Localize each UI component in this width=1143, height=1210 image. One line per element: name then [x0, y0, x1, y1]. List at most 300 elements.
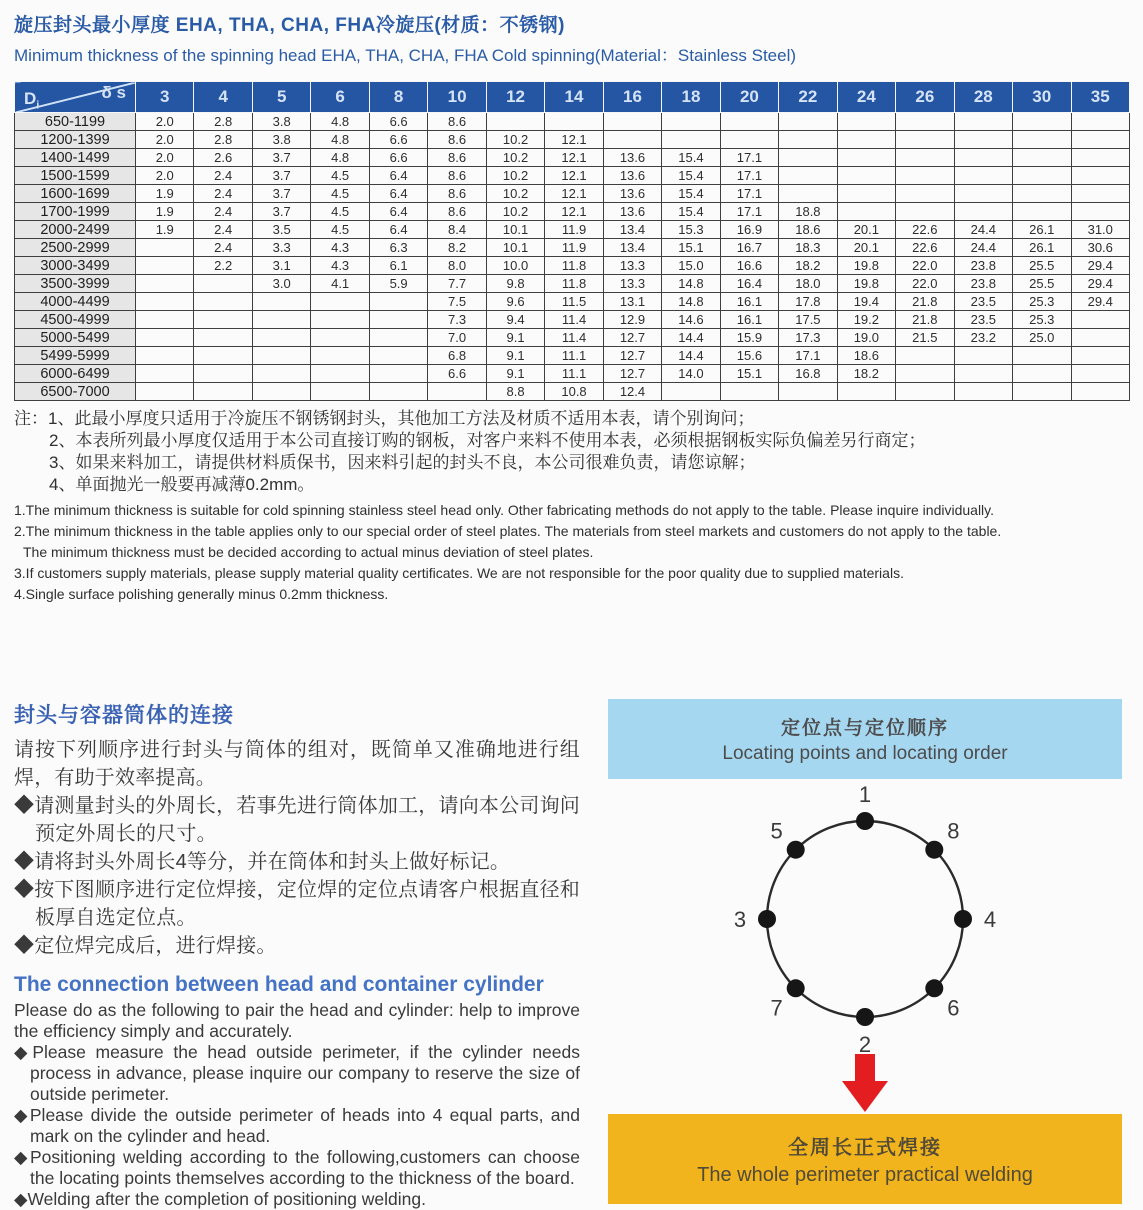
- thickness-value-cell: [896, 131, 954, 149]
- thickness-value-cell: 31.0: [1071, 221, 1130, 239]
- thickness-value-cell: 3.1: [252, 257, 310, 275]
- thickness-value-cell: 12.1: [545, 149, 603, 167]
- thickness-value-cell: [369, 365, 427, 383]
- thickness-value-cell: 2.0: [136, 149, 194, 167]
- thickness-value-cell: [720, 113, 778, 131]
- connection-bullet-zh: ◆按下图顺序进行定位焊接，定位焊的定位点请客户根据直径和板厚自选定位点。: [14, 879, 580, 929]
- thickness-value-cell: 13.3: [603, 257, 661, 275]
- col-header: 5: [252, 82, 310, 113]
- thickness-value-cell: [252, 365, 310, 383]
- thickness-value-cell: 3.7: [252, 149, 310, 167]
- thickness-value-cell: [369, 383, 427, 401]
- connection-bullet-en: ◆Please divide the outside perimeter of heads into 4 equal parts, and mark on the cylinder and head.: [14, 1105, 580, 1146]
- di-range-cell: 1200-1399: [15, 131, 136, 149]
- thickness-value-cell: 18.2: [779, 257, 837, 275]
- thickness-value-cell: 3.7: [252, 167, 310, 185]
- thickness-value-cell: 3.3: [252, 239, 310, 257]
- table-header-row: [15, 82, 1130, 113]
- thickness-value-cell: 18.2: [837, 365, 895, 383]
- thickness-value-cell: 12.9: [603, 311, 661, 329]
- note-en-3: 3.If customers supply materials, please supply material quality certificates. We are not responsible for the poor quality due to supplied materials.: [14, 565, 904, 581]
- thickness-value-cell: 11.5: [545, 293, 603, 311]
- thickness-value-cell: 17.1: [779, 347, 837, 365]
- thickness-value-cell: [1071, 185, 1130, 203]
- thickness-value-cell: 9.1: [486, 329, 544, 347]
- thickness-value-cell: 8.6: [428, 203, 486, 221]
- thickness-value-cell: 23.5: [954, 311, 1012, 329]
- thickness-value-cell: [136, 293, 194, 311]
- thickness-value-cell: [1013, 347, 1071, 365]
- col-header: 4: [194, 82, 252, 113]
- table-row: [15, 221, 1130, 239]
- locating-point-number: 4: [983, 907, 997, 932]
- thickness-value-cell: 4.5: [311, 167, 369, 185]
- table-row: [15, 167, 1130, 185]
- col-header: 35: [1071, 82, 1130, 113]
- thickness-value-cell: 3.8: [252, 131, 310, 149]
- thickness-value-cell: 16.1: [720, 311, 778, 329]
- thickness-value-cell: 13.4: [603, 221, 661, 239]
- thickness-value-cell: 11.1: [545, 365, 603, 383]
- thickness-value-cell: 21.8: [896, 311, 954, 329]
- connection-bullet-zh: ◆请测量封头的外周长，若事先进行筒体加工，请向本公司询问预定外周长的尺寸。: [14, 795, 580, 845]
- thickness-value-cell: 3.5: [252, 221, 310, 239]
- thickness-value-cell: [896, 347, 954, 365]
- thickness-value-cell: [311, 347, 369, 365]
- thickness-value-cell: [779, 167, 837, 185]
- thickness-value-cell: 25.3: [1013, 311, 1071, 329]
- thickness-value-cell: [311, 365, 369, 383]
- thickness-value-cell: 10.2: [486, 167, 544, 185]
- connection-bullet-en: ◆Positioning welding according to the following,customers can choose the locating points themselves according to the thickness of the board.: [14, 1147, 580, 1188]
- thickness-value-cell: 6.3: [369, 239, 427, 257]
- thickness-value-cell: [1071, 347, 1130, 365]
- locating-point-number: 7: [770, 995, 783, 1021]
- thickness-value-cell: 26.1: [1013, 221, 1071, 239]
- thickness-value-cell: [1013, 131, 1071, 149]
- thickness-value-cell: [1071, 203, 1130, 221]
- thickness-value-cell: [252, 383, 310, 401]
- thickness-value-cell: [954, 167, 1012, 185]
- di-range-cell: 5499-5999: [15, 347, 136, 365]
- connection-intro-en: Please do as the following to pair the head and cylinder: help to improve the efficiency simply and accurately.: [14, 1000, 580, 1041]
- table-row: [15, 365, 1130, 383]
- locating-point-dot: [856, 1008, 874, 1026]
- notes-section: [14, 408, 1136, 605]
- thickness-value-cell: 13.6: [603, 149, 661, 167]
- thickness-value-cell: 15.0: [662, 257, 720, 275]
- thickness-value-cell: [837, 185, 895, 203]
- thickness-value-cell: 15.9: [720, 329, 778, 347]
- thickness-value-cell: 8.6: [428, 149, 486, 167]
- col-header: 10: [428, 82, 486, 113]
- thickness-value-cell: 2.0: [136, 113, 194, 131]
- thickness-value-cell: [136, 275, 194, 293]
- di-range-cell: 1500-1599: [15, 167, 136, 185]
- thickness-value-cell: [194, 311, 252, 329]
- thickness-value-cell: 5.9: [369, 275, 427, 293]
- thickness-value-cell: [194, 329, 252, 347]
- connection-section: [14, 699, 1136, 1210]
- thickness-value-cell: [252, 347, 310, 365]
- thickness-value-cell: [1071, 131, 1130, 149]
- page-title-zh: 旋压封头最小厚度 EHA, THA, CHA, FHA冷旋压(材质：不锈钢): [14, 15, 565, 36]
- thickness-value-cell: [603, 113, 661, 131]
- locating-header-box: [608, 699, 1122, 779]
- thickness-value-cell: 13.6: [603, 185, 661, 203]
- note-zh-2: 2、本表所列最小厚度仅适用于本公司直接订购的钢板，对客户来料不使用本表，必须根据钢板实际负偏差另行商定；: [49, 431, 926, 450]
- thickness-value-cell: 13.4: [603, 239, 661, 257]
- thickness-value-cell: 6.6: [369, 131, 427, 149]
- table-row: [15, 257, 1130, 275]
- thickness-value-cell: [720, 131, 778, 149]
- connection-heading-en: The connection between head and container cylinder: [14, 973, 544, 996]
- thickness-value-cell: 8.2: [428, 239, 486, 257]
- thickness-value-cell: [194, 275, 252, 293]
- connection-heading-zh: 封头与容器筒体的连接: [14, 704, 234, 727]
- thickness-value-cell: 9.1: [486, 347, 544, 365]
- col-header: 8: [369, 82, 427, 113]
- thickness-value-cell: 12.7: [603, 365, 661, 383]
- locating-point-dot: [758, 910, 776, 928]
- thickness-value-cell: 12.1: [545, 167, 603, 185]
- thickness-value-cell: [136, 239, 194, 257]
- thickness-value-cell: [1071, 383, 1130, 401]
- thickness-value-cell: 15.4: [662, 149, 720, 167]
- locating-point-dot: [856, 812, 874, 830]
- thickness-value-cell: 16.8: [779, 365, 837, 383]
- locating-point-dot: [787, 841, 805, 859]
- thickness-value-cell: 3.8: [252, 113, 310, 131]
- thickness-value-cell: 2.6: [194, 149, 252, 167]
- col-header: 16: [603, 82, 661, 113]
- di-range-cell: 3000-3499: [15, 257, 136, 275]
- thickness-value-cell: [369, 311, 427, 329]
- thickness-value-cell: 17.3: [779, 329, 837, 347]
- note-zh-3: 3、如果来料加工，请提供材料质保书，因来料引起的封头不良，本公司很难负责，请您谅解；: [49, 453, 756, 472]
- thickness-value-cell: 17.1: [720, 185, 778, 203]
- thickness-value-cell: [896, 113, 954, 131]
- thickness-value-cell: [896, 383, 954, 401]
- thickness-value-cell: 8.6: [428, 185, 486, 203]
- connection-bullet-zh: ◆定位焊完成后，进行焊接。: [14, 935, 277, 957]
- thickness-value-cell: 15.4: [662, 185, 720, 203]
- thickness-value-cell: 2.4: [194, 239, 252, 257]
- note-en-2-cont: The minimum thickness must be decided according to actual minus deviation of steel plates.: [23, 544, 594, 560]
- thickness-value-cell: [194, 365, 252, 383]
- thickness-value-cell: [1071, 311, 1130, 329]
- thickness-value-cell: 4.1: [311, 275, 369, 293]
- thickness-value-cell: [369, 347, 427, 365]
- thickness-value-cell: 2.0: [136, 167, 194, 185]
- di-range-cell: 1700-1999: [15, 203, 136, 221]
- note-zh-1: 1、此最小厚度只适用于冷旋压不钢锈钢封头，其他加工方法及材质不适用本表，请个别询问；: [48, 409, 755, 428]
- thickness-value-cell: [954, 113, 1012, 131]
- thickness-value-cell: 3.7: [252, 203, 310, 221]
- di-range-cell: 1600-1699: [15, 185, 136, 203]
- table-row: [15, 347, 1130, 365]
- thickness-value-cell: 10.1: [486, 239, 544, 257]
- thickness-value-cell: 15.1: [662, 239, 720, 257]
- thickness-value-cell: [954, 149, 1012, 167]
- down-arrow-icon: [835, 1054, 895, 1112]
- thickness-value-cell: 9.1: [486, 365, 544, 383]
- di-range-cell: 650-1199: [15, 113, 136, 131]
- thickness-value-cell: [136, 365, 194, 383]
- thickness-value-cell: 6.4: [369, 185, 427, 203]
- thickness-value-cell: [136, 383, 194, 401]
- thickness-value-cell: 13.3: [603, 275, 661, 293]
- thickness-value-cell: 7.5: [428, 293, 486, 311]
- thickness-value-cell: [954, 131, 1012, 149]
- thickness-value-cell: [837, 149, 895, 167]
- col-header: 3: [136, 82, 194, 113]
- thickness-value-cell: 7.7: [428, 275, 486, 293]
- table-row: [15, 311, 1130, 329]
- thickness-value-cell: 19.0: [837, 329, 895, 347]
- thickness-value-cell: 12.7: [603, 329, 661, 347]
- thickness-value-cell: [1013, 365, 1071, 383]
- thickness-value-cell: 19.8: [837, 275, 895, 293]
- thickness-value-cell: 8.6: [428, 167, 486, 185]
- thickness-value-cell: 2.0: [136, 131, 194, 149]
- thickness-value-cell: 13.1: [603, 293, 661, 311]
- col-header: 14: [545, 82, 603, 113]
- thickness-value-cell: [194, 383, 252, 401]
- thickness-value-cell: [1071, 149, 1130, 167]
- thickness-value-cell: [252, 311, 310, 329]
- thickness-value-cell: [1013, 203, 1071, 221]
- thickness-value-cell: [1013, 383, 1071, 401]
- thickness-value-cell: 25.5: [1013, 275, 1071, 293]
- thickness-value-cell: 14.0: [662, 365, 720, 383]
- thickness-value-cell: 2.4: [194, 167, 252, 185]
- thickness-value-cell: 11.9: [545, 221, 603, 239]
- delta-s-label: δ s: [101, 83, 126, 102]
- thickness-value-cell: 6.6: [428, 365, 486, 383]
- thickness-value-cell: 14.4: [662, 347, 720, 365]
- page-header: [0, 0, 1143, 66]
- thickness-value-cell: 11.1: [545, 347, 603, 365]
- thickness-value-cell: 8.6: [428, 131, 486, 149]
- thickness-value-cell: 15.6: [720, 347, 778, 365]
- thickness-value-cell: [779, 131, 837, 149]
- thickness-value-cell: 17.1: [720, 167, 778, 185]
- thickness-value-cell: 24.4: [954, 239, 1012, 257]
- thickness-value-cell: 17.5: [779, 311, 837, 329]
- thickness-value-cell: [779, 185, 837, 203]
- thickness-value-cell: [954, 185, 1012, 203]
- thickness-value-cell: 25.5: [1013, 257, 1071, 275]
- thickness-value-cell: 30.6: [1071, 239, 1130, 257]
- thickness-value-cell: 4.8: [311, 149, 369, 167]
- table-row: [15, 185, 1130, 203]
- thickness-value-cell: 6.1: [369, 257, 427, 275]
- corner-cell: [15, 82, 136, 113]
- thickness-value-cell: 2.4: [194, 185, 252, 203]
- thickness-value-cell: 25.0: [1013, 329, 1071, 347]
- thickness-value-cell: [252, 329, 310, 347]
- notes-zh: [14, 408, 1136, 496]
- thickness-value-cell: 21.5: [896, 329, 954, 347]
- note-en-1: 1.The minimum thickness is suitable for cold spinning stainless steel head only. Other fabricating methods do not apply to the table. Please inquire individually.: [14, 502, 995, 518]
- di-range-cell: 6500-7000: [15, 383, 136, 401]
- thickness-value-cell: 21.8: [896, 293, 954, 311]
- thickness-value-cell: [603, 131, 661, 149]
- thickness-value-cell: 6.4: [369, 221, 427, 239]
- thickness-value-cell: [136, 257, 194, 275]
- thickness-value-cell: 18.6: [837, 347, 895, 365]
- locating-header-en: Locating points and locating order: [722, 743, 1008, 764]
- thickness-value-cell: 19.8: [837, 257, 895, 275]
- thickness-value-cell: [837, 383, 895, 401]
- thickness-value-cell: 26.1: [1013, 239, 1071, 257]
- page-title-en: Minimum thickness of the spinning head EHA, THA, CHA, FHA Cold spinning(Material：Stainless Steel): [14, 46, 797, 65]
- thickness-value-cell: 17.8: [779, 293, 837, 311]
- thickness-value-cell: 3.7: [252, 185, 310, 203]
- locating-point-dot: [925, 841, 943, 859]
- thickness-value-cell: 14.6: [662, 311, 720, 329]
- thickness-value-cell: 4.3: [311, 257, 369, 275]
- locating-point-dot: [954, 910, 972, 928]
- thickness-value-cell: 25.3: [1013, 293, 1071, 311]
- thickness-value-cell: 24.4: [954, 221, 1012, 239]
- thickness-value-cell: 20.1: [837, 221, 895, 239]
- col-header: 18: [662, 82, 720, 113]
- thickness-value-cell: [545, 113, 603, 131]
- thickness-value-cell: [896, 365, 954, 383]
- col-header: 26: [896, 82, 954, 113]
- note-en-2: 2.The minimum thickness in the table applies only to our special order of steel plates. The materials from steel markets and customers do not apply to the table.: [14, 523, 1002, 539]
- welding-footer-box: [608, 1114, 1122, 1204]
- thickness-value-cell: [896, 185, 954, 203]
- thickness-value-cell: 2.8: [194, 113, 252, 131]
- thickness-value-cell: 15.4: [662, 167, 720, 185]
- thickness-value-cell: [954, 383, 1012, 401]
- connection-bullet-en: ◆Welding after the completion of positioning welding.: [14, 1189, 426, 1209]
- thickness-value-cell: 18.6: [779, 221, 837, 239]
- thickness-value-cell: [896, 149, 954, 167]
- thickness-value-cell: [779, 149, 837, 167]
- thickness-value-cell: 13.6: [603, 203, 661, 221]
- thickness-value-cell: [837, 131, 895, 149]
- di-range-cell: 1400-1499: [15, 149, 136, 167]
- locating-point-number: 6: [947, 995, 960, 1021]
- table-row: [15, 383, 1130, 401]
- thickness-value-cell: 10.2: [486, 131, 544, 149]
- thickness-value-cell: 14.8: [662, 275, 720, 293]
- thickness-value-cell: 8.4: [428, 221, 486, 239]
- thickness-value-cell: [369, 329, 427, 347]
- thickness-value-cell: [1013, 113, 1071, 131]
- table-row: [15, 113, 1130, 131]
- locating-point-number: 3: [733, 907, 747, 932]
- thickness-value-cell: 4.8: [311, 113, 369, 131]
- thickness-value-cell: 8.6: [428, 113, 486, 131]
- di-range-cell: 4500-4999: [15, 311, 136, 329]
- thickness-value-cell: 22.0: [896, 275, 954, 293]
- thickness-value-cell: [1071, 365, 1130, 383]
- thickness-value-cell: 1.9: [136, 221, 194, 239]
- thickness-value-cell: [779, 383, 837, 401]
- thickness-value-cell: 29.4: [1071, 257, 1130, 275]
- welding-footer-en: The whole perimeter practical welding: [697, 1164, 1033, 1186]
- thickness-value-cell: 4.5: [311, 185, 369, 203]
- note-zh-4: 4、单面抛光一般要再减薄0.2mm。: [49, 475, 315, 494]
- thickness-value-cell: 11.8: [545, 257, 603, 275]
- thickness-value-cell: 7.3: [428, 311, 486, 329]
- table-row: [15, 149, 1130, 167]
- di-range-cell: 6000-6499: [15, 365, 136, 383]
- col-header: 6: [311, 82, 369, 113]
- thickness-value-cell: [896, 167, 954, 185]
- di-range-cell: 2500-2999: [15, 239, 136, 257]
- thickness-value-cell: 23.8: [954, 257, 1012, 275]
- thickness-value-cell: 7.0: [428, 329, 486, 347]
- di-range-cell: 2000-2499: [15, 221, 136, 239]
- thickness-value-cell: 18.8: [779, 203, 837, 221]
- locating-point-number: 8: [947, 818, 960, 844]
- note-en-4: 4.Single surface polishing generally minus 0.2mm thickness.: [14, 586, 389, 602]
- notes-prefix: 注：: [14, 409, 48, 428]
- locating-point-number: 2: [858, 1032, 872, 1054]
- notes-en: [14, 500, 1136, 605]
- thickness-value-cell: 12.7: [603, 347, 661, 365]
- thickness-value-cell: 16.7: [720, 239, 778, 257]
- locating-diagram-column: [608, 699, 1122, 1210]
- thickness-value-cell: 16.9: [720, 221, 778, 239]
- thickness-value-cell: [136, 329, 194, 347]
- locating-point-number: 5: [770, 818, 783, 844]
- thickness-value-cell: 12.1: [545, 131, 603, 149]
- col-header: 20: [720, 82, 778, 113]
- thickness-value-cell: 17.1: [720, 203, 778, 221]
- thickness-value-cell: 20.1: [837, 239, 895, 257]
- thickness-value-cell: 12.1: [545, 203, 603, 221]
- thickness-value-cell: [1071, 167, 1130, 185]
- thickness-value-cell: [311, 293, 369, 311]
- table-row: [15, 131, 1130, 149]
- thickness-value-cell: 11.4: [545, 311, 603, 329]
- thickness-value-cell: 22.0: [896, 257, 954, 275]
- thickness-table: [14, 81, 1130, 401]
- thickness-value-cell: 6.4: [369, 203, 427, 221]
- thickness-value-cell: 6.4: [369, 167, 427, 185]
- thickness-value-cell: 9.4: [486, 311, 544, 329]
- thickness-value-cell: [720, 383, 778, 401]
- thickness-value-cell: 10.1: [486, 221, 544, 239]
- thickness-value-cell: 12.4: [603, 383, 661, 401]
- thickness-value-cell: 6.6: [369, 149, 427, 167]
- thickness-value-cell: 11.4: [545, 329, 603, 347]
- thickness-value-cell: 29.4: [1071, 293, 1130, 311]
- thickness-value-cell: [662, 113, 720, 131]
- table-row: [15, 293, 1130, 311]
- di-range-cell: 5000-5499: [15, 329, 136, 347]
- locating-point-dot: [925, 979, 943, 997]
- di-range-cell: 4000-4499: [15, 293, 136, 311]
- thickness-value-cell: 22.6: [896, 221, 954, 239]
- thickness-value-cell: [954, 347, 1012, 365]
- thickness-value-cell: [428, 383, 486, 401]
- thickness-value-cell: [486, 113, 544, 131]
- table-row: [15, 203, 1130, 221]
- connection-intro-zh: 请按下列顺序进行封头与筒体的组对，既简单又准确地进行组焊，有助于效率提高。: [14, 739, 580, 789]
- di-label: $D_i$: [24, 88, 40, 111]
- thickness-value-cell: 2.8: [194, 131, 252, 149]
- thickness-value-cell: 2.4: [194, 221, 252, 239]
- thickness-value-cell: 12.1: [545, 185, 603, 203]
